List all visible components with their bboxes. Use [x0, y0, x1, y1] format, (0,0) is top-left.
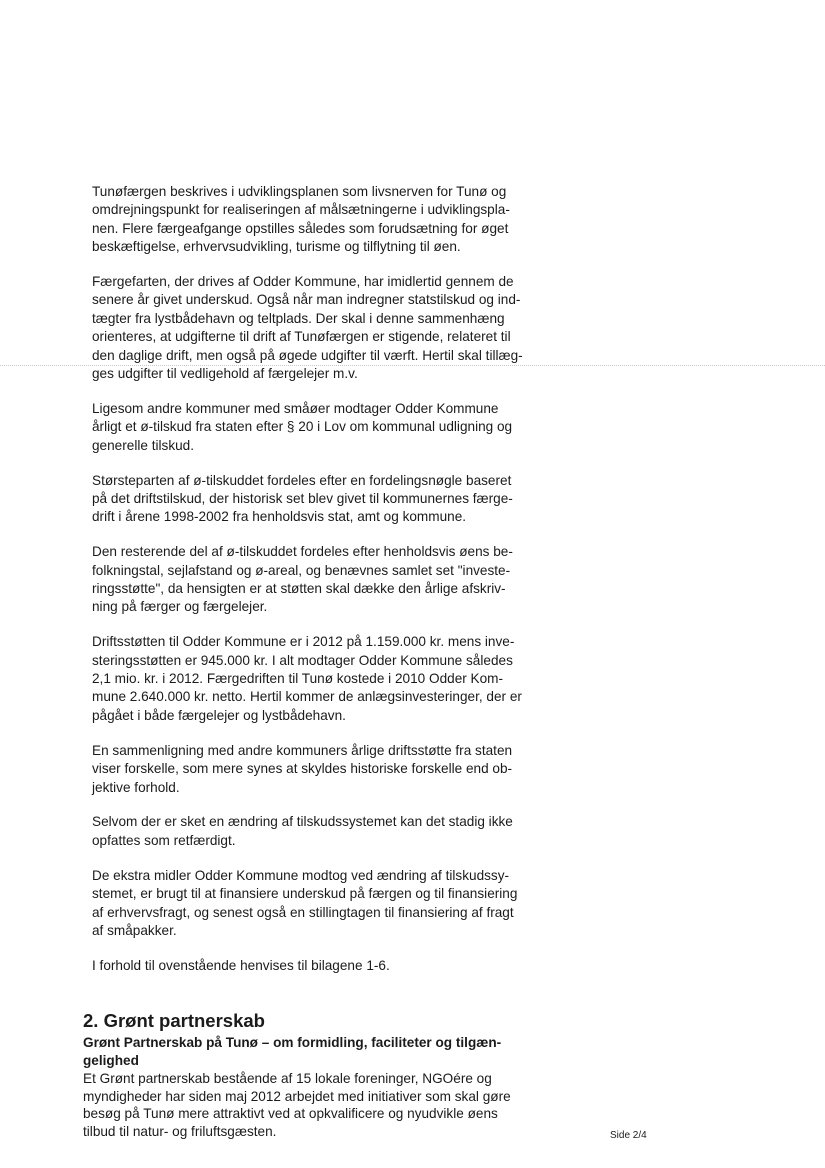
- paragraph: [92, 633, 574, 725]
- paragraph: [92, 183, 574, 257]
- text-line: Et Grønt partnerskab bestående af 15 lokale foreninger, NGOére og: [83, 1071, 492, 1086]
- text-line: myndigheder har siden maj 2012 arbejdet med initiativer som skal gøre: [83, 1088, 511, 1104]
- text-line: Størsteparten af ø-tilskuddet fordeles efter en fordelingsnøgle baseret: [92, 472, 512, 488]
- text-line: Driftsstøtten til Odder Kommune er i 2012 på 1.159.000 kr. mens inve-: [92, 634, 515, 650]
- text-line: 2,1 mio. kr. i 2012. Færgedriften til Tunø kostede i 2010 Odder Kom-: [92, 671, 504, 687]
- text-line: besøg på Tunø mere attraktivt ved at opkvalificere og nyudvikle øens: [83, 1106, 498, 1121]
- page-number: Side 2/4: [610, 1130, 647, 1141]
- text-line: nen. Flere færgeafgange opstilles således som forudsætning for øget: [92, 220, 509, 236]
- text-line: tilbud til natur- og friluftsgæsten.: [83, 1123, 277, 1139]
- section-subheading: [83, 1034, 501, 1069]
- text-line: mune 2.640.000 kr. netto. Hertil kommer de anlægsinvesteringer, der er: [92, 689, 522, 705]
- text-line: De ekstra midler Odder Kommune modtog ved ændring af tilskudssy-: [92, 867, 510, 883]
- body-text: [92, 183, 574, 992]
- paragraph: [92, 472, 574, 527]
- paragraph: [92, 867, 574, 941]
- paragraph: [92, 742, 574, 797]
- text-line: I forhold til ovenstående henvises til bilagene 1-6.: [92, 957, 390, 973]
- text-line: Den resterende del af ø-tilskuddet fordeles efter henholdsvis øens be-: [92, 544, 513, 560]
- text-line: tægter fra lystbådehavn og teltplads. Der skal i denne sammenhæng: [92, 310, 505, 326]
- paragraph: [92, 273, 574, 383]
- text-line: pågået i både færgelejer og lystbådehavn.: [92, 707, 346, 723]
- paragraph: [92, 400, 574, 455]
- text-line: folkningstal, sejlafstand og ø-areal, og benævnes samlet set "investe-: [92, 562, 511, 578]
- text-line: opfattes som retfærdigt.: [92, 832, 236, 848]
- text-line: steringsstøtten er 945.000 kr. I alt modtager Odder Kommune således: [92, 652, 513, 668]
- text-line: ges udgifter til vedligehold af færgelejer m.v.: [92, 366, 358, 382]
- text-line: Færgefarten, der drives af Odder Kommune, har imidlertid gennem de: [92, 274, 514, 290]
- text-line: ning på færger og færgelejer.: [92, 599, 268, 615]
- text-line: stemet, er brugt til at finansiere underskud på færgen og til finansiering: [92, 886, 518, 902]
- text-line: af erhvervsfragt, og senest også en stillingtagen til finansiering af fragt: [92, 904, 514, 920]
- paragraph: [92, 813, 574, 850]
- text-line: orienteres, at udgifterne til drift af Tunøfærgen er stigende, relateret til: [92, 329, 511, 345]
- text-line: Grønt Partnerskab på Tunø – om formidling, faciliteter og tilgæn-: [83, 1035, 502, 1050]
- text-line: En sammenligning med andre kommuners årlige driftsstøtte fra staten: [92, 742, 513, 758]
- text-line: generelle tilskud.: [92, 437, 195, 453]
- text-line: senere år givet underskud. Også når man indregner statstilskud og ind-: [92, 292, 521, 308]
- text-line: af småpakker.: [92, 922, 177, 938]
- text-line: årligt et ø-tilskud fra staten efter § 20 i Lov om kommunal udligning og: [92, 419, 513, 435]
- text-line: beskæftigelse, erhvervsudvikling, turisme og tilflytning til øen.: [92, 239, 461, 255]
- text-line: gelighed: [83, 1052, 139, 1068]
- text-line: omdrejningspunkt for realiseringen af målsætningerne i udviklingspla-: [92, 202, 510, 218]
- text-line: Tunøfærgen beskrives i udviklingsplanen som livsnerven for Tunø og: [92, 184, 507, 199]
- text-line: drift i årene 1998-2002 fra henholdsvis stat, amt og kommune.: [92, 509, 467, 525]
- text-line: ringsstøtte", da hensigten er at støtten skal dække den årlige afskriv-: [92, 581, 506, 597]
- text-line: Selvom der er sket en ændring af tilskudssystemet kan det stadig ikke: [92, 814, 513, 830]
- paragraph: [92, 543, 574, 617]
- text-line: den daglige drift, men også på øgede udgifter til værft. Hertil skal tillæg-: [92, 347, 523, 363]
- paragraph: [92, 957, 574, 975]
- text-line: på det driftstilskud, der historisk set blev givet til kommunernes færge-: [92, 490, 513, 506]
- text-line: jektive forhold.: [92, 779, 180, 795]
- text-line: Ligesom andre kommuner med småøer modtager Odder Kommune: [92, 400, 499, 416]
- section-heading: 2. Grønt partnerskab: [83, 1010, 265, 1031]
- section-body: [83, 1070, 511, 1140]
- text-line: viser forskelle, som mere synes at skyldes historiske forskelle end ob-: [92, 761, 513, 777]
